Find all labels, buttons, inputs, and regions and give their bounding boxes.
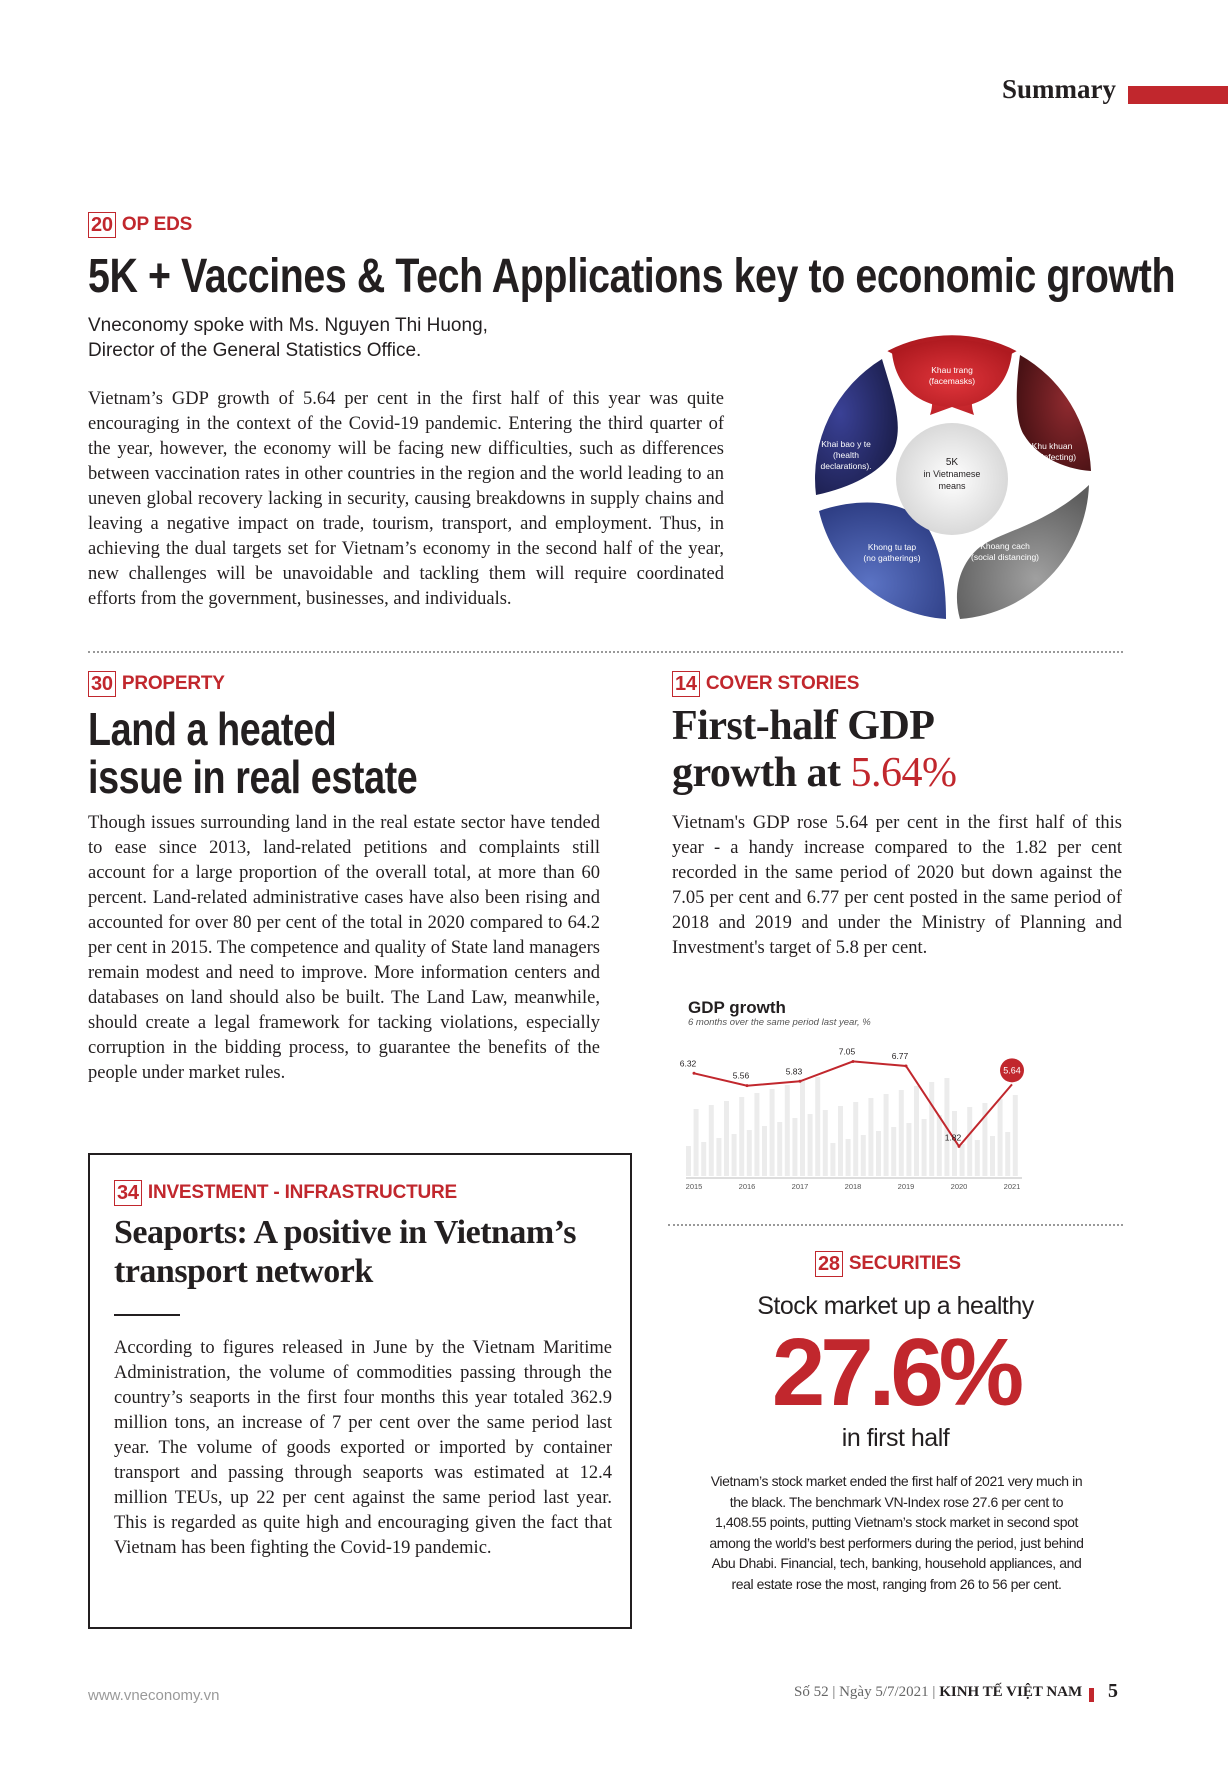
backdrop-block <box>922 1119 927 1176</box>
securities-tag-label: SECURITIES <box>848 1253 961 1274</box>
backdrop-block <box>800 1081 805 1176</box>
property-title-line1: Land a heated <box>88 703 337 755</box>
fivek-diagram <box>812 339 1092 619</box>
right-label-1: Khu khuan <box>1031 441 1073 451</box>
data-point <box>852 1060 855 1063</box>
data-point <box>905 1064 908 1067</box>
backdrop-block <box>777 1122 782 1176</box>
backdrop-block <box>724 1101 729 1176</box>
oped-tag-label: OP EDS <box>121 214 193 235</box>
seaports-rule <box>114 1314 180 1316</box>
property-body: Though issues surrounding land in the real estate sector have tended to ease since 2013, land-related petitions and complaints still account for a large proportion of the overall total, at more than 60 percent. Land-related administrative cases have also been rising and accounted for over 80 per cent of the total in 2020 compared to 64.2 per cent in 2015. The competence and quality of State land managers remain modest and need to improve. More information centers and databases on land should also be built. The Land Law, meanwhile, should create a legal framework for tacking violations, especially corruption in the bidding process, to guarantee the benefits of the people under market rules. <box>88 813 600 1083</box>
cover-title-line2-text: growth at <box>672 750 851 796</box>
center-label-1: 5K <box>945 457 959 468</box>
footer-publication <box>794 1684 1082 1701</box>
property-title-line2: issue in real estate <box>88 751 418 803</box>
backdrop-block <box>732 1134 737 1176</box>
cover-title-highlight: 5.64% <box>850 750 957 796</box>
footer-website[interactable]: www.vneconomy.vn <box>88 1687 220 1704</box>
divider-2 <box>668 1224 1123 1226</box>
backdrop-block <box>830 1143 835 1176</box>
property-page-number: 30 <box>88 671 116 697</box>
backdrop-block <box>929 1082 934 1176</box>
center-label-2: in Vietnamese <box>923 469 981 479</box>
oped-dek-line2: Director of the General Statistics Office. <box>88 340 422 361</box>
seaports-title <box>114 1213 576 1291</box>
data-point <box>958 1145 961 1148</box>
data-label: 1.82 <box>944 1132 962 1143</box>
divider-1 <box>88 651 1123 653</box>
backdrop-block <box>785 1085 790 1176</box>
oped-dek-line1: Vneconomy spoke with Ms. Nguyen Thi Huong, <box>88 315 488 336</box>
x-tick-label: 2017 <box>791 1182 809 1191</box>
backdrop-block <box>876 1131 881 1176</box>
center-label-3: means <box>938 481 966 491</box>
backdrop-block <box>884 1094 889 1176</box>
property-section-tag <box>88 671 225 697</box>
backdrop-block <box>754 1093 759 1176</box>
cover-title-line1: First-half GDP <box>672 703 935 749</box>
bottomright-label-2: (social distancing) <box>970 552 1040 562</box>
backdrop-block <box>701 1142 706 1176</box>
backdrop-block <box>967 1107 972 1176</box>
securities-line2: in first half <box>841 1424 950 1452</box>
x-tick-label: 2016 <box>738 1182 756 1191</box>
backdrop-block <box>846 1139 851 1176</box>
oped-section-tag <box>88 212 192 238</box>
seaports-tag-label: INVESTMENT - INFRASTRUCTURE <box>147 1182 458 1203</box>
backdrop-block <box>868 1098 873 1176</box>
section-header: Summary <box>1002 74 1116 104</box>
header-red-bar <box>1128 86 1228 104</box>
segment-left-shape <box>815 359 898 495</box>
backdrop-block <box>686 1146 691 1176</box>
top-label-1: Khau trang <box>931 365 973 375</box>
x-tick-label: 2015 <box>685 1182 703 1191</box>
data-point <box>746 1084 749 1087</box>
backdrop-block <box>815 1077 820 1176</box>
footer-page-number: 5 <box>1108 1680 1118 1702</box>
backdrop-block <box>990 1136 995 1176</box>
data-point <box>693 1072 696 1075</box>
x-tick-label: 2019 <box>897 1182 915 1191</box>
bottomleft-label-2: (no gatherings) <box>863 553 921 563</box>
backdrop-block <box>975 1140 980 1176</box>
right-label-2: (disinfecting) <box>1027 452 1077 462</box>
backdrop-block <box>739 1097 744 1176</box>
backdrop-block <box>709 1105 714 1176</box>
backdrop-block <box>716 1138 721 1176</box>
backdrop-block <box>762 1126 767 1176</box>
backdrop-block <box>853 1102 858 1176</box>
x-tick-label: 2021 <box>1003 1182 1021 1191</box>
backdrop-block <box>1013 1095 1018 1176</box>
property-title <box>88 705 417 801</box>
property-tag-label: PROPERTY <box>121 673 225 694</box>
data-label: 6.77 <box>891 1050 909 1061</box>
backdrop-block <box>792 1118 797 1176</box>
left-label-2: (health <box>833 450 859 460</box>
data-label: 7.05 <box>838 1046 856 1057</box>
backdrop-block <box>960 1144 965 1176</box>
cover-body: Vietnam's GDP rose 5.64 per cent in the first half of this year - a handy increase compared to the 1.82 per cent recorded in the same period of 2020 but down against the 7.05 per cent and 6.77 per cent posted in the same period of 2018 and 2019 and under the Ministry of Planning and Investment's target of 5.8 per cent. <box>672 813 1122 958</box>
securities-section-tag <box>815 1251 961 1277</box>
chart-plot <box>679 1036 1042 1196</box>
backdrop-block <box>694 1109 699 1176</box>
cover-title-line2 <box>672 750 957 797</box>
backdrop-block <box>861 1135 866 1176</box>
oped-dek <box>88 313 488 363</box>
cover-page-number: 14 <box>672 671 700 697</box>
data-label: 6.32 <box>679 1058 697 1069</box>
footer-issue: Số 52 | Ngày 5/7/2021 | <box>794 1684 936 1700</box>
backdrop-block <box>838 1106 843 1176</box>
x-tick-label: 2020 <box>950 1182 968 1191</box>
data-label: 5.56 <box>732 1070 750 1081</box>
seaports-title-line2: transport network <box>114 1253 373 1290</box>
backdrop-block <box>914 1086 919 1176</box>
diagram-center-circle <box>896 423 1008 535</box>
data-label: 5.83 <box>785 1066 803 1077</box>
securities-body: Vietnam’s stock market ended the first half of 2021 very much in the black. The benchmark VN-Index rose 27.6 per cent to 1,408.55 points, putting Vietnam’s stock market in second spot among the world’s best performers during the period, just behind Abu Dhabi. Financial, tech, banking, household appliances, and real estate rose the most, ranging from 26 to 56 per cent. <box>709 1473 1084 1592</box>
backdrop-block <box>770 1089 775 1176</box>
footer-magazine: KINH TẾ VIỆT NAM <box>939 1684 1083 1700</box>
gdp-chart <box>679 998 1042 1198</box>
x-tick-label: 2018 <box>844 1182 862 1191</box>
backdrop-block <box>937 1115 942 1176</box>
seaports-page-number: 34 <box>114 1180 142 1206</box>
left-label-1: Khai bao y te <box>821 439 871 449</box>
oped-title: 5K + Vaccines & Tech Applications key to economic growth <box>88 250 1176 303</box>
seaports-title-line1: Seaports: A positive in Vietnam’s <box>114 1214 577 1251</box>
oped-page-number: 20 <box>88 212 116 238</box>
bottomright-label-1: Khoang cach <box>980 541 1030 551</box>
chart-subtitle: 6 months over the same period last year, % <box>688 1017 871 1028</box>
backdrop-block <box>747 1130 752 1176</box>
backdrop-block <box>823 1110 828 1176</box>
cover-title <box>672 703 957 797</box>
securities-line1: Stock market up a healthy <box>757 1292 1034 1320</box>
cover-tag-label: COVER STORIES <box>705 673 860 694</box>
securities-big-number: 27.6% <box>771 1319 1020 1426</box>
securities-page-number: 28 <box>815 1251 843 1277</box>
backdrop-block <box>808 1114 813 1176</box>
backdrop-block <box>891 1127 896 1176</box>
backdrop-block <box>1005 1132 1010 1176</box>
chart-title: GDP growth <box>688 998 786 1017</box>
top-label-2: (facemasks) <box>928 376 976 386</box>
seaports-body: According to figures released in June by the Vietnam Maritime Administration, the volume of commodities passing through the country’s seaports in the first four months this year totaled 362.9 million tons, an increase of 7 per cent over the same period last year. The volume of goods exported or imported by container transport and passing through seaports was estimated at 12.4 million TEUs, up 22 per cent against the same period last year. This is regarded as quite high and encouraging given the fact that Vietnam has been fighting the Covid-19 pandemic. <box>114 1338 612 1558</box>
left-label-3: declarations). <box>820 461 872 471</box>
data-point <box>799 1080 802 1083</box>
oped-body: Vietnam’s GDP growth of 5.64 per cent in the first half of this year was quite encouraging in the context of the Covid-19 pandemic. Entering the third quarter of the year, however, the economy will be facing new difficulties, such as differences between vaccination rates in other countries in the region and the world leading to an uneven global recovery lacking in security, causing breakdowns in supply chains and leaving a negative impact on trade, tourism, transport, and employment. Thus, in achieving the dual targets set for Vietnam’s economy in the second half of the year, new challenges will be unavoidable and tackling them will require coordinated efforts from the government, businesses, and individuals. <box>88 389 724 609</box>
backdrop-block <box>906 1123 911 1176</box>
cover-section-tag <box>672 671 859 697</box>
backdrop-block <box>998 1099 1003 1176</box>
seaports-section-tag <box>114 1180 457 1206</box>
bottomleft-label-1: Khong tu tap <box>867 542 917 552</box>
data-label: 5.64 <box>1003 1065 1021 1076</box>
footer-red-mark <box>1089 1688 1094 1702</box>
backdrop-block <box>899 1090 904 1176</box>
